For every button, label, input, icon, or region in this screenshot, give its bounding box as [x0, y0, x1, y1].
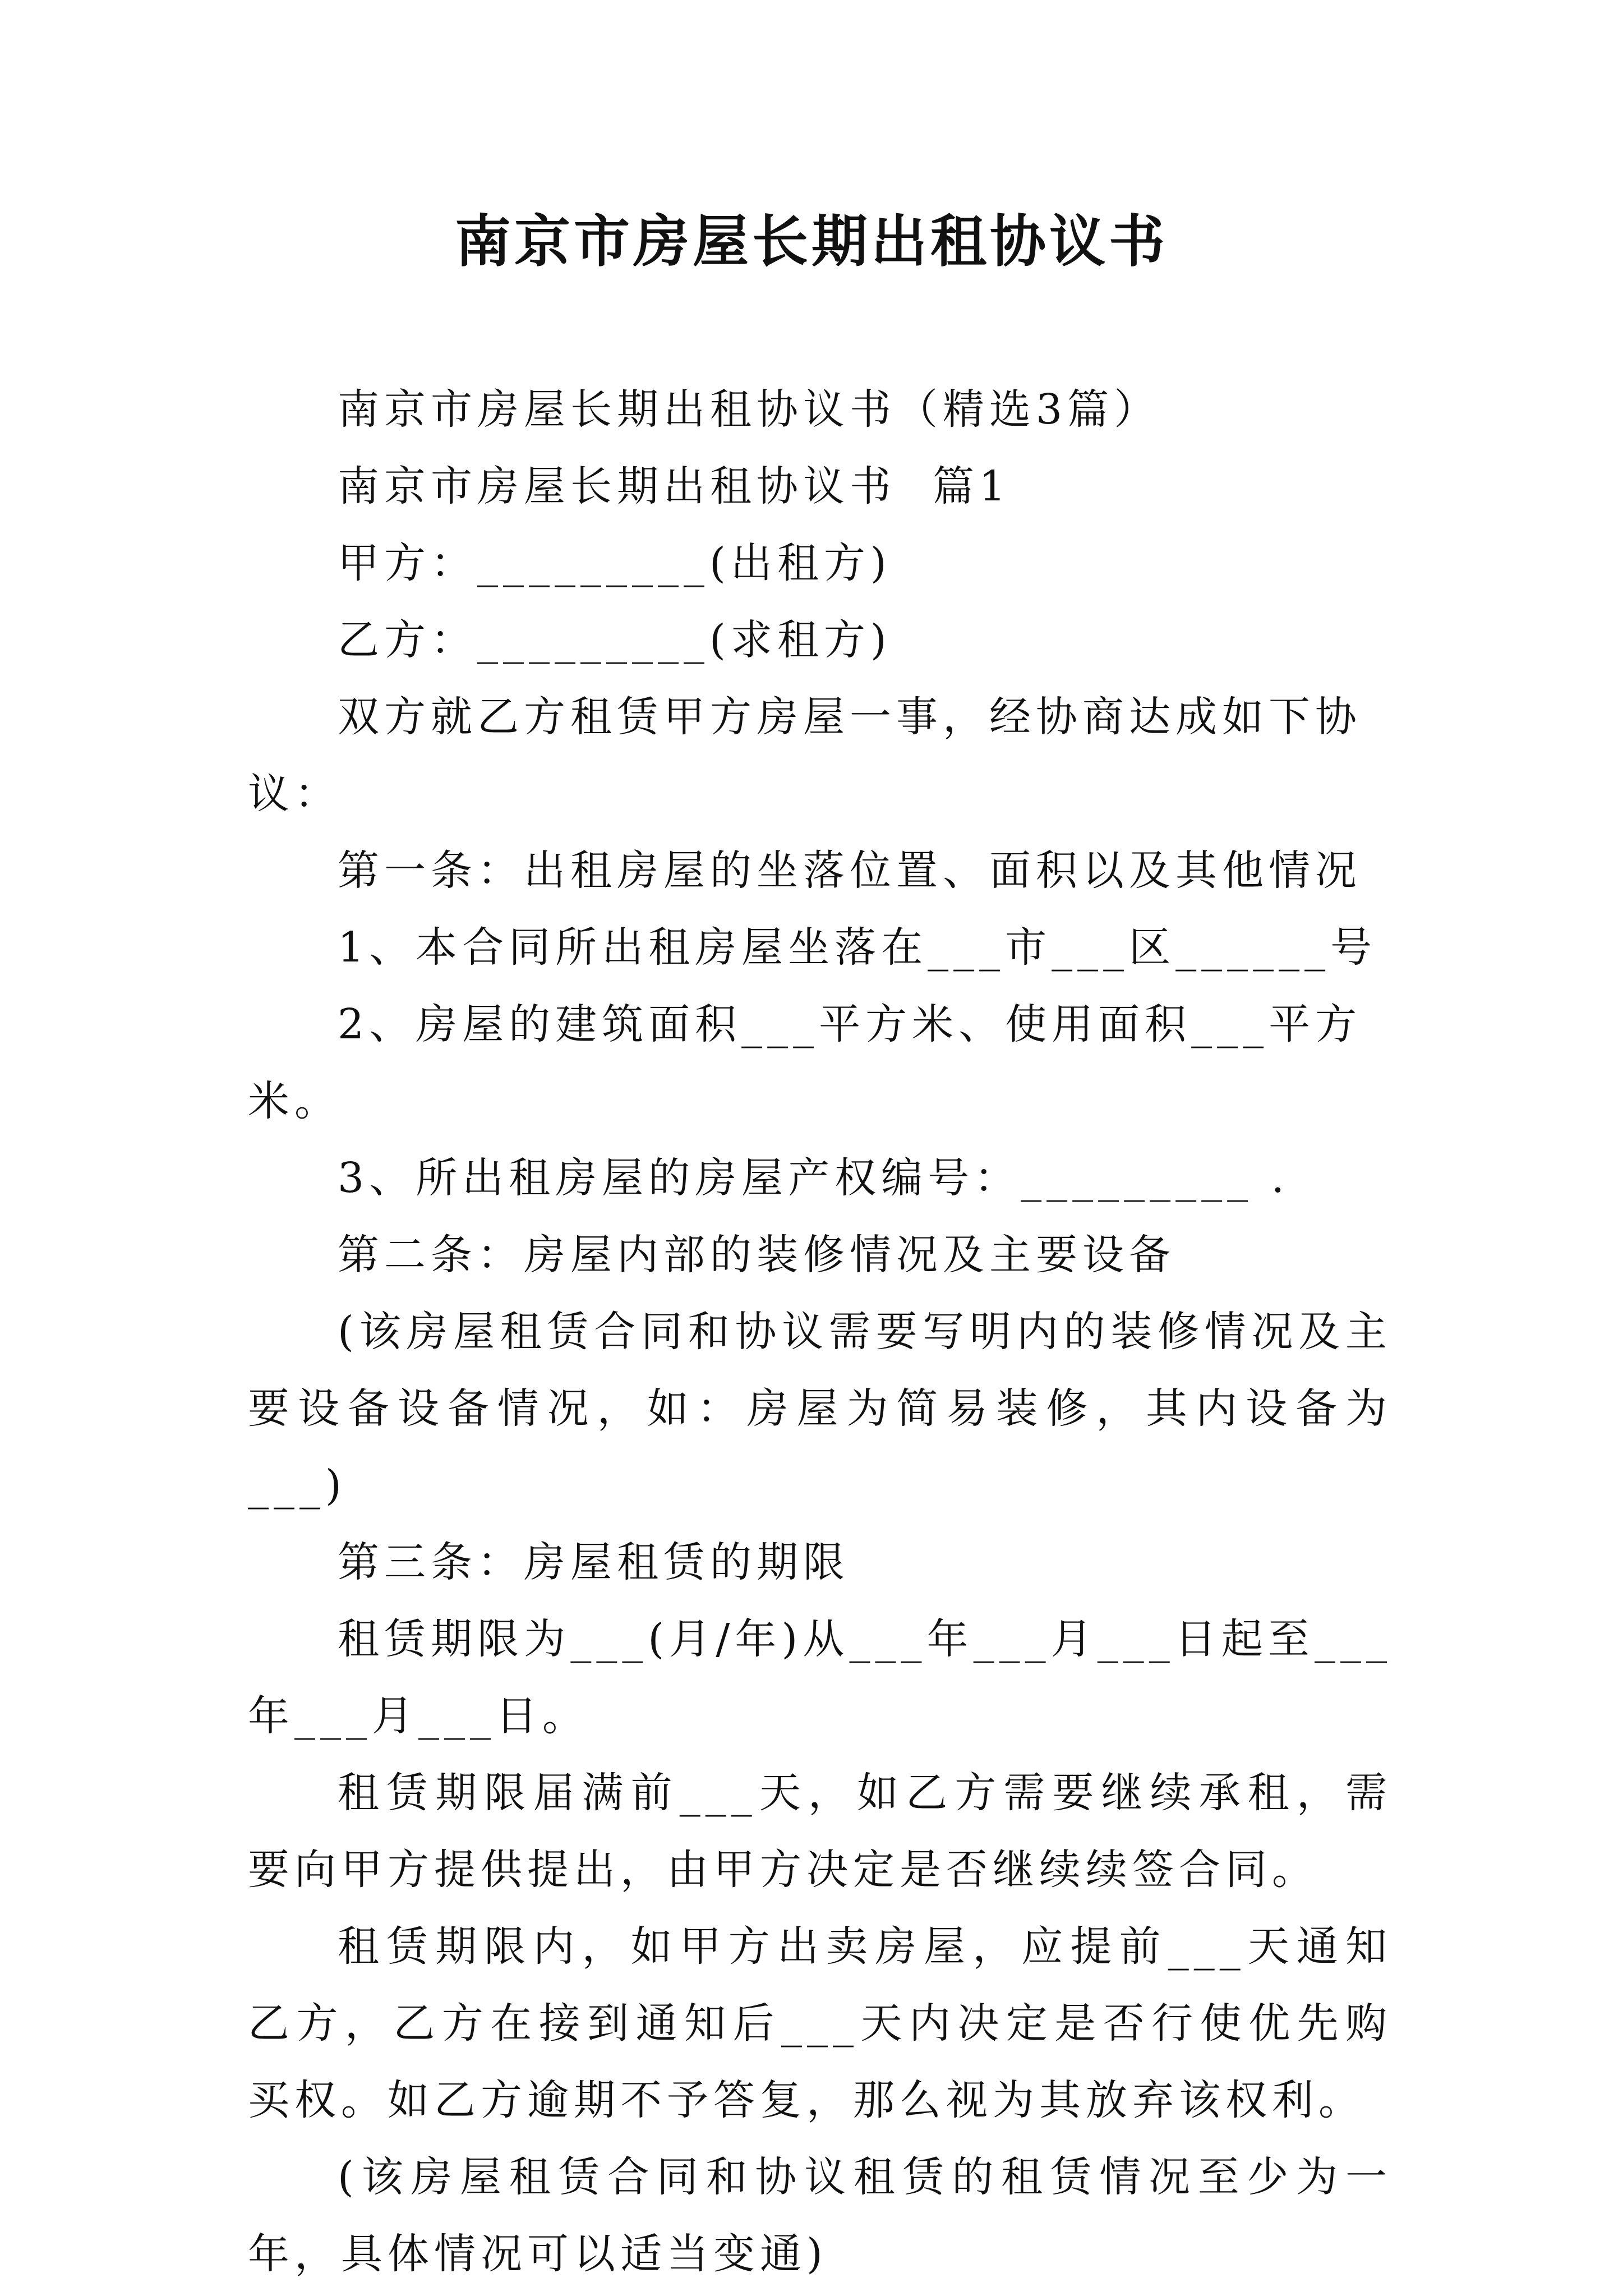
paragraph-lease-renewal: 租赁期限届满前___天，如乙方需要继续承租，需要向甲方提供提出，由甲方决定是否继续续签合同。: [248, 1769, 1392, 1894]
paragraph-preemptive-right: 租赁期限内，如甲方出卖房屋，应提前___天通知乙方，乙方在接到通知后___天内决定是否行使优先购买权。如乙方逾期不予答复，那么视为其放弃该权利。: [248, 1922, 1392, 2124]
paragraph-party-a: 甲方：_________(出租方): [338, 539, 892, 587]
paragraph-article-1-item-1: 1、本合同所出租房屋坐落在___市___区______号: [338, 923, 1377, 972]
paragraph-article-3-heading: 第三条：房屋租赁的期限: [338, 1538, 850, 1586]
paragraph-party-b: 乙方：_________(求租方): [338, 616, 892, 664]
document-body: [248, 371, 1392, 2293]
paragraph-article-2-heading: 第二条：房屋内部的装修情况及主要设备: [338, 1231, 1175, 1279]
paragraph-article-2-note: (该房屋租赁合同和协议需要写明内的装修情况及主要设备设备情况，如：房屋为简易装修，其内设备为___): [248, 1308, 1392, 1510]
paragraph-lease-term: 租赁期限为___(月/年)从___年___月___日起至___年___月___日。: [248, 1615, 1392, 1740]
paragraph-article-1-item-3: 3、所出租房屋的房屋产权编号：_________ .: [338, 1154, 1290, 1202]
document-title: 南京市房屋长期出租协议书: [455, 208, 1168, 274]
paragraph-agreement-intro: 双方就乙方租赁甲方房屋一事，经协商达成如下协议：: [248, 693, 1362, 818]
paragraph-lease-note: (该房屋租赁合同和协议租赁的租赁情况至少为一年，具体情况可以适当变通): [248, 2153, 1392, 2278]
paragraph-article-1-heading: 第一条：出租房屋的坐落位置、面积以及其他情况: [338, 846, 1362, 895]
paragraph-chapter-heading: 南京市房屋长期出租协议书 篇1: [338, 462, 1011, 510]
paragraph-article-1-item-2: 2、房屋的建筑面积___平方米、使用面积___平方米。: [248, 1000, 1362, 1125]
paragraph-subtitle: 南京市房屋长期出租协议书（精选3篇）: [338, 385, 1161, 434]
